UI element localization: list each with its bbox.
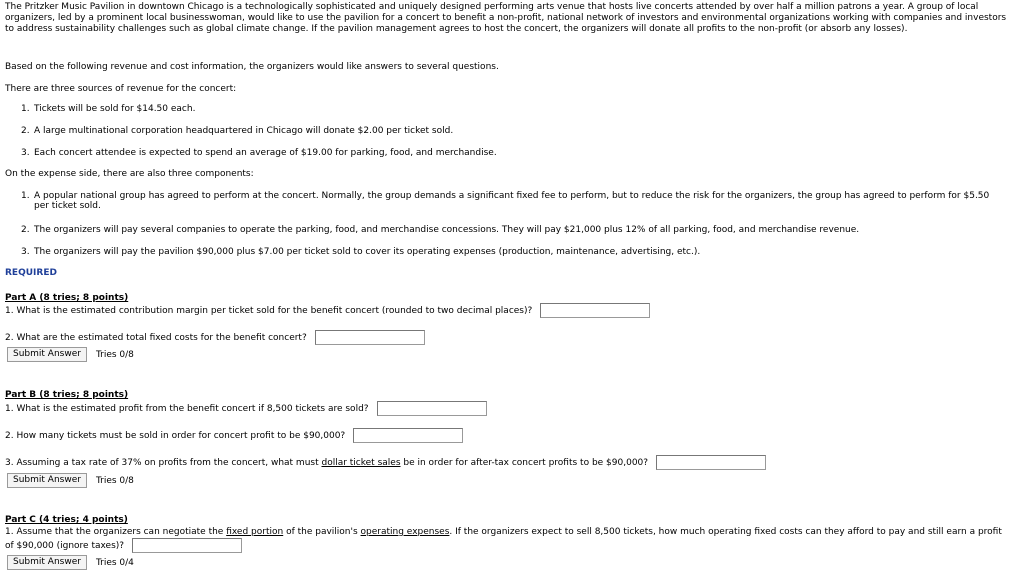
intro-paragraph: The Pritzker Music Pavilion in downtown Chicago is a technologically sophisticated and uniquely designed performing arts venue that hosts live concerts attended by over half a million patrons a year. A group of local organizers, led by a prominent local businesswoman, would like to use the pavilion for a concert to benefit a non-profit, national network of investors and environmental organizations working with companies and investors to address sustainability challenges such as global climate change. If the pavilion management agrees to host the concert, the organizers will donate all profits to the non-profit (or absorb any losses). <box>5 2 1007 34</box>
part-b-q1-text: 1. What is the estimated profit from the benefit concert if 8,500 tickets are sold? <box>5 403 369 414</box>
part-a-q2-row <box>5 330 425 345</box>
expense-item-1: 1. A popular national group has agreed to perform at the concert. Normally, the group demands a significant fixed fee to perform, but to reduce the risk for the organizers, the group has agreed to perform for $5.50 per ticket sold. <box>21 191 990 211</box>
part-a-q2-answer-input[interactable] <box>315 330 425 345</box>
based-on-text: Based on the following revenue and cost information, the organizers would like answers to several questions. <box>5 62 499 72</box>
expense-item-3: 3. The organizers will pay the pavilion $90,000 plus $7.00 per ticket sold to cover its operating expenses (production, maintenance, advertising, etc.). <box>21 247 701 257</box>
part-c-q1-answer-input[interactable] <box>132 538 242 553</box>
part-b-q3-row <box>5 455 766 470</box>
revenue-item-3: 3. Each concert attendee is expected to spend an average of $19.00 for parking, food, and merchandise. <box>21 148 497 158</box>
part-a-q2-text: 2. What are the estimated total fixed costs for the benefit concert? <box>5 332 307 343</box>
part-b-q1-answer-input[interactable] <box>377 401 487 416</box>
required-heading: REQUIRED <box>5 268 57 278</box>
revenue-item-1: 1. Tickets will be sold for $14.50 each. <box>21 104 196 114</box>
part-b-q3-text: 3. Assuming a tax rate of 37% on profits from the concert, what must dollar ticket sales be in order for after-tax concert profits to be $90,000? <box>5 457 649 468</box>
part-b-q1-row <box>5 401 487 416</box>
part-a-title: Part A (8 tries; 8 points) <box>5 293 129 303</box>
part-a-q1-row <box>5 303 650 318</box>
part-c-submit-row <box>7 555 134 570</box>
part-b-q2-answer-input[interactable] <box>353 428 463 443</box>
part-b-q3-answer-input[interactable] <box>656 455 766 470</box>
part-a-q1-text: 1. What is the estimated contribution margin per ticket sold for the benefit concert (rounded to two decimal places)? <box>5 305 533 316</box>
revenue-intro: There are three sources of revenue for the concert: <box>5 84 237 94</box>
part-b-q2-row <box>5 428 463 443</box>
revenue-item-2: 2. A large multinational corporation headquartered in Chicago will donate $2.00 per ticket sold. <box>21 126 454 136</box>
part-c-title: Part C (4 tries; 4 points) <box>5 515 128 525</box>
part-b-q2-text: 2. How many tickets must be sold in order for concert profit to be $90,000? <box>5 430 346 441</box>
part-b-submit-row <box>7 473 134 488</box>
part-c-tries: Tries 0/4 <box>95 557 134 568</box>
part-a-submit-row <box>7 347 134 362</box>
expense-item-2: 2. The organizers will pay several companies to operate the parking, food, and merchandise concessions. They will pay $21,000 plus 12% of all parking, food, and merchandise revenue. <box>21 225 860 235</box>
part-b-tries: Tries 0/8 <box>95 475 134 486</box>
expense-intro: On the expense side, there are also three components: <box>5 169 254 179</box>
part-a-submit-button[interactable]: Submit Answer <box>7 347 87 362</box>
part-c-q1-block: 1. Assume that the organizers can negotiate the fixed portion of the pavilion's operating expenses. If the organizers expect to sell 8,500 tickets, how much operating fixed costs can they afford to pay and still earn a profit of $90,000 (ignore taxes)? <box>5 527 1002 551</box>
part-a-q1-answer-input[interactable] <box>540 303 650 318</box>
part-c-submit-button[interactable]: Submit Answer <box>7 555 87 570</box>
part-b-title: Part B (8 tries; 8 points) <box>5 390 129 400</box>
part-a-tries: Tries 0/8 <box>95 349 134 360</box>
fixed-portion-term: fixed portion <box>226 527 284 537</box>
part-b-submit-button[interactable]: Submit Answer <box>7 473 87 488</box>
dollar-ticket-sales-term: dollar ticket sales <box>321 457 401 468</box>
operating-expenses-term: operating expenses <box>360 527 450 537</box>
